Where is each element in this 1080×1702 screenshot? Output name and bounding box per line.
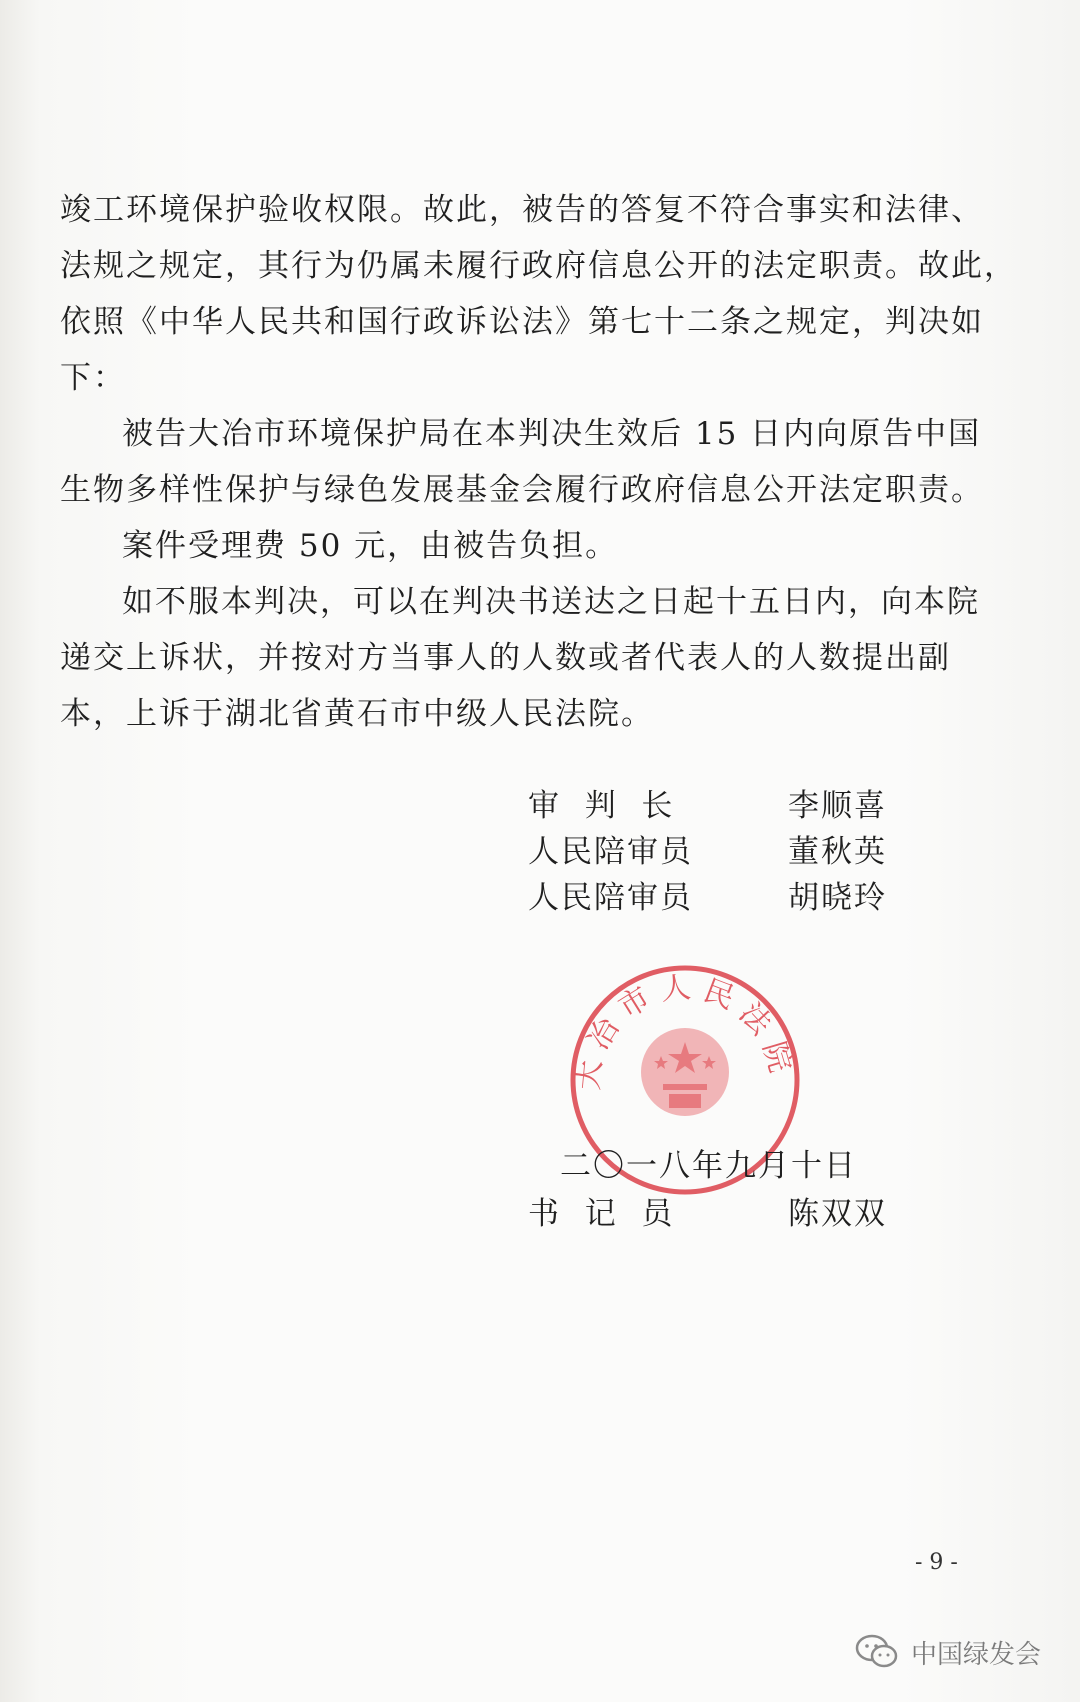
- fee-paragraph: 案件受理费 50 元，由被告负担。: [122, 528, 619, 564]
- body-line: 下：: [60, 360, 126, 396]
- signature-role: 书 记 员: [528, 1196, 675, 1232]
- seal-lettering: 大 冶 市 人 民 法 院: [571, 970, 798, 1092]
- body-line: 生物多样性保护与绿色发展基金会履行政府信息公开法定职责。: [60, 472, 984, 508]
- body-line: 法规之规定，其行为仍属未履行政府信息公开的法定职责。故此，: [60, 248, 1017, 284]
- body-line: 依照《中华人民共和国行政诉讼法》第七十二条之规定，判决如: [60, 304, 984, 340]
- signature-name: 胡晓玲: [788, 880, 887, 916]
- national-emblem-icon: [641, 1028, 729, 1116]
- signature-name: 李顺喜: [788, 788, 887, 824]
- appeal-paragraph: 如不服本判决，可以在判决书送达之日起十五日内，向本院: [122, 584, 980, 620]
- watermark: [855, 1630, 1041, 1674]
- watermark-text: 中国绿发会: [911, 1639, 1042, 1670]
- body-line: 本，上诉于湖北省黄石市中级人民法院。: [60, 696, 654, 732]
- judgment-body: [60, 182, 1017, 742]
- verdict-paragraph: 被告大冶市环境保护局在本判决生效后 15 日内向原告中国: [122, 416, 982, 452]
- signature-juror-2: [528, 872, 948, 922]
- signature-presiding-judge: [528, 780, 948, 830]
- signature-role: 人民陪审员: [528, 880, 693, 916]
- signature-clerk: [528, 1188, 948, 1238]
- signature-role: 人民陪审员: [528, 834, 693, 870]
- signature-name: 董秋英: [788, 834, 887, 870]
- wechat-icon: [855, 1634, 899, 1670]
- signature-name: 陈双双: [788, 1196, 887, 1232]
- signature-role: 审 判 长: [528, 788, 675, 824]
- body-line: 递交上诉状，并按对方当事人的人数或者代表人的人数提出副: [60, 640, 951, 676]
- body-line: 竣工环境保护验收权限。故此，被告的答复不符合事实和法律、: [60, 192, 984, 228]
- page-number: - 9 -: [915, 1550, 958, 1575]
- judgment-date: 二〇一八年九月十日: [560, 1148, 857, 1184]
- signature-juror-1: [528, 826, 948, 876]
